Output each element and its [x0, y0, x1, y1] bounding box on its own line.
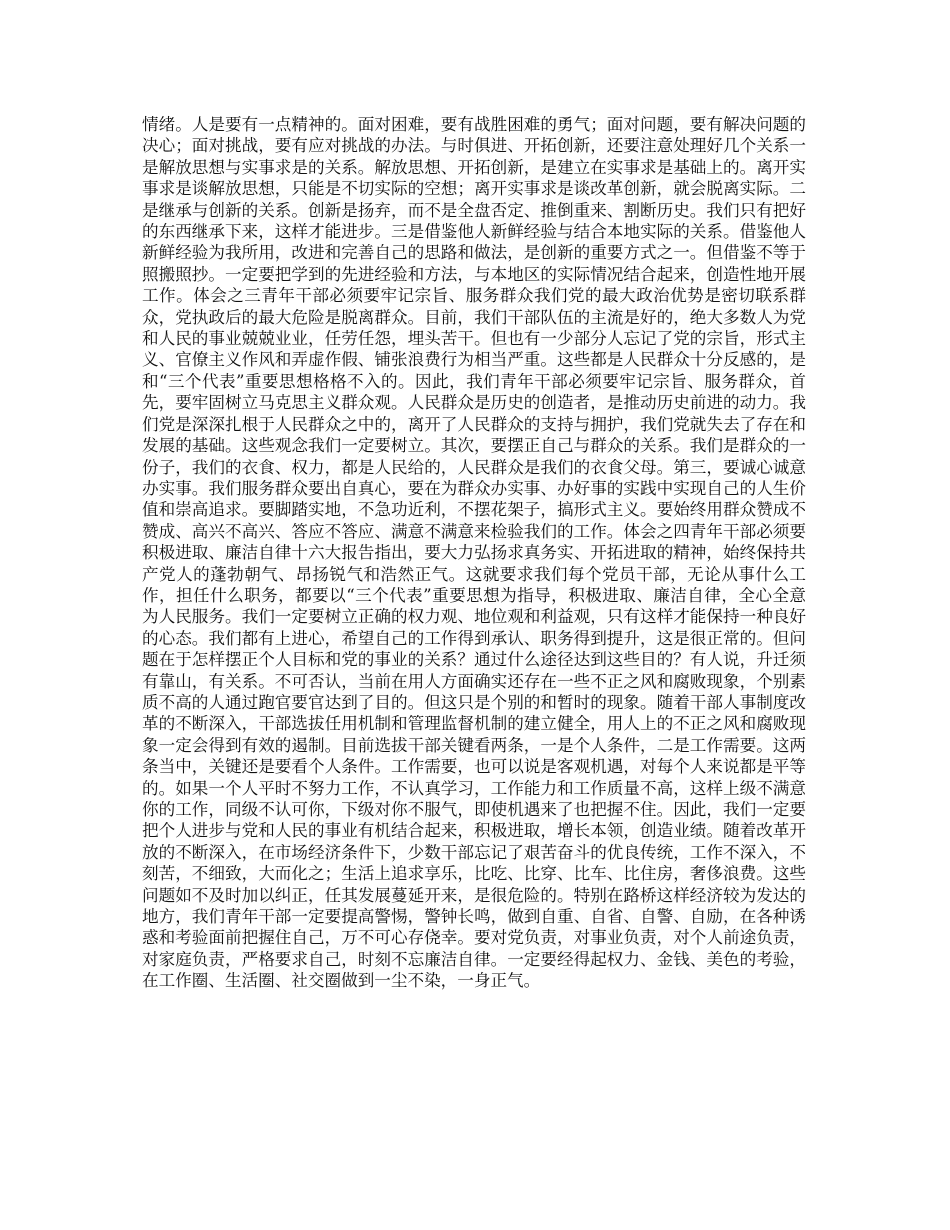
body-text — [142, 114, 806, 992]
paragraph: 情绪。人是要有一点精神的。面对困难，要有战胜困难的勇气；面对问题，要有解决问题的决心；面对挑战，要有应对挑战的办法。与时俱进、开拓创新，还要注意处理好几个关系一是解放思想与实事求是的关系。解放思想、开拓创新，是建立在实事求是基础上的。离开实事求是谈解放思想，只能是不切实际的空想；离开实事求是谈改革创新，就会脱离实际。二是继承与创新的关系。创新是扬弃，而不是全盘否定、推倒重来、割断历史。我们只有把好的东西继承下来，这样才能进步。三是借鉴他人新鲜经验与结合本地实际的关系。借鉴他人新鲜经验为我所用，改进和完善自己的思路和做法，是创新的重要方式之一。但借鉴不等于照搬照抄。一定要把学到的先进经验和方法，与本地区的实际情况结合起来，创造性地开展工作。体会之三青年干部必须要牢记宗旨、服务群众我们党的最大政治优势是密切联系群众，党执政后的最大危险是脱离群众。目前，我们干部队伍的主流是好的，绝大多数人为党和人民的事业兢兢业业，任劳任怨，埋头苦干。但也有一少部分人忘记了党的宗旨，形式主义、官僚主义作风和弄虚作假、铺张浪费行为相当严重。这些都是人民群众十分反感的，是和“三个代表”重要思想格格不入的。因此，我们青年干部必须要牢记宗旨、服务群众，首先，要牢固树立马克思主义群众观。人民群众是历史的创造者，是推动历史前进的动力。我们党是深深扎根于人民群众之中的，离开了人民群众的支持与拥护，我们党就失去了存在和发展的基础。这些观念我们一定要树立。其次，要摆正自己与群众的关系。我们是群众的一份子，我们的衣食、权力，都是人民给的，人民群众是我们的衣食父母。第三，要诚心诚意办实事。我们服务群众要出自真心，要在为群众办实事、办好事的实践中实现自己的人生价值和崇高追求。要脚踏实地，不急功近利，不摆花架子，搞形式主义。要始终用群众赞成不赞成、高兴不高兴、答应不答应、满意不满意来检验我们的工作。体会之四青年干部必须要积极进取、廉洁自律十六大报告指出，要大力弘扬求真务实、开拓进取的精神，始终保持共产党人的蓬勃朝气、昂扬锐气和浩然正气。这就要求我们每个党员干部，无论从事什么工作，担任什么职务，都要以“三个代表”重要思想为指导，积极进取、廉洁自律，全心全意为人民服务。我们一定要树立正确的权力观、地位观和利益观，只有这样才能保持一种良好的心态。我们都有上进心，希望自己的工作得到承认、职务得到提升，这是很正常的。但问题在于怎样摆正个人目标和党的事业的关系？通过什么途径达到这些目的？有人说，升迁须有靠山，有关系。不可否认，当前在用人方面确实还存在一些不正之风和腐败现象，个别素质不高的人通过跑官要官达到了目的。但这只是个别的和暂时的现象。随着干部人事制度改革的不断深入，干部选拔任用机制和管理监督机制的建立健全，用人上的不正之风和腐败现象一定会得到有效的遏制。目前选拔干部关键看两条，一是个人条件，二是工作需要。这两条当中，关键还是要看个人条件。工作需要，也可以说是客观机遇，对每个人来说都是平等的。如果一个人平时不努力工作，不认真学习，工作能力和工作质量不高，这样上级不满意你的工作，同级不认可你，下级对你不服气，即使机遇来了也把握不住。因此，我们一定要把个人进步与党和人民的事业有机结合起来，积极进取，增长本领，创造业绩。随着改革开放的不断深入，在市场经济条件下，少数干部忘记了艰苦奋斗的优良传统，工作不深入，不刻苦，不细致，大而化之；生活上追求享乐，比吃、比穿、比车、比住房，奢侈浪费。这些问题如不及时加以纠正，任其发展蔓延开来，是很危险的。特别在路桥这样经济较为发达的地方，我们青年干部一定要提高警惕，警钟长鸣，做到自重、自省、自警、自励，在各种诱惑和考验面前把握住自己，万不可心存侥幸。要对党负责，对事业负责，对个人前途负责，对家庭负责，严格要求自己，时刻不忘廉洁自律。一定要经得起权力、金钱、美色的考验，在工作圈、生活圈、社交圈做到一尘不染，一身正气。 — [142, 115, 806, 991]
